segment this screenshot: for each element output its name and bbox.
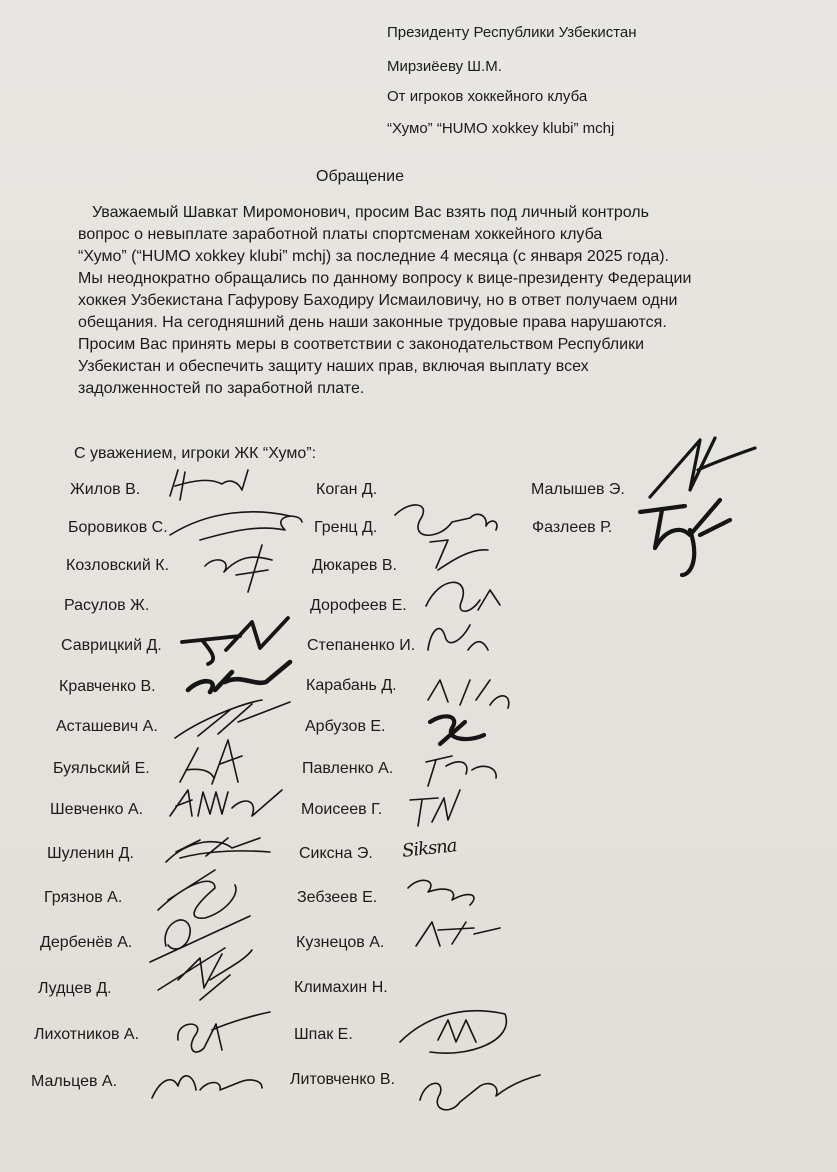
body-line: Мы неоднократно обращались по данному вопросу к вице-президенту Федерации bbox=[78, 270, 692, 287]
signature-mark bbox=[170, 512, 302, 540]
body-line: Уважаемый Шавкат Миромонович, просим Вас взять под личный контроль bbox=[92, 204, 649, 221]
sender-line-2: “Хумо” “HUMO xokkey klubi” mchj bbox=[387, 120, 615, 137]
sender-line-1: От игроков хоккейного клуба bbox=[387, 88, 588, 105]
signatory-name: Кравченко В. bbox=[59, 678, 156, 695]
body-line: задолженностей по заработной плате. bbox=[78, 380, 365, 397]
signature-mark bbox=[188, 662, 290, 692]
body-line: обещания. На сегодняшний день наши законные трудовые права нарушаются. bbox=[78, 314, 667, 331]
signature-mark bbox=[395, 505, 497, 535]
signatory-name: Дербенёв А. bbox=[40, 934, 133, 951]
signatory-name: Литовченко В. bbox=[290, 1071, 395, 1088]
body-line: хоккея Узбекистана Гафурову Баходиру Исмаиловичу, но в ответ получаем одни bbox=[78, 292, 678, 309]
signatory-name: Расулов Ж. bbox=[64, 597, 150, 614]
closing-line: С уважением, игроки ЖК “Хумо”: bbox=[74, 445, 317, 462]
signature-mark bbox=[428, 625, 488, 650]
signature-mark bbox=[400, 1011, 506, 1053]
signatory-name: Лудцев Д. bbox=[38, 980, 112, 997]
signature-mark bbox=[175, 700, 290, 738]
signatory-name: Лихотников А. bbox=[34, 1026, 140, 1043]
signature-mark bbox=[420, 1075, 540, 1110]
signatory-name: Шевченко А. bbox=[50, 801, 144, 818]
signatory-name: Сиксна Э. bbox=[299, 845, 373, 862]
signature-mark bbox=[170, 470, 248, 500]
signature-mark bbox=[166, 838, 270, 862]
signature-mark bbox=[416, 922, 500, 946]
appeal-body bbox=[78, 202, 778, 400]
signature-mark bbox=[182, 618, 288, 664]
body-line: вопрос о невыплате заработной платы спортсменам хоккейного клуба bbox=[78, 226, 603, 243]
signatory-name: Климахин Н. bbox=[294, 979, 388, 996]
signatory-name: Асташевич А. bbox=[56, 718, 158, 735]
signatory-name: Саврицкий Д. bbox=[61, 637, 162, 654]
signatory-name: Грязнов А. bbox=[44, 889, 123, 906]
addressee-line-1: Президенту Республики Узбекистан bbox=[387, 24, 637, 41]
signature-mark bbox=[205, 545, 272, 592]
document-title: Обращение bbox=[316, 168, 404, 185]
signatory-name: Фазлеев Р. bbox=[532, 519, 613, 536]
signature-mark bbox=[178, 1012, 270, 1052]
signature-mark bbox=[430, 716, 484, 744]
signature-mark bbox=[426, 582, 500, 611]
signatory-name: Карабань Д. bbox=[306, 677, 397, 694]
signature-mark bbox=[408, 880, 474, 905]
signatory-name: Малышев Э. bbox=[531, 481, 625, 498]
signature-mark bbox=[426, 756, 496, 786]
signatory-name: Арбузов Е. bbox=[305, 718, 386, 735]
signature-mark bbox=[650, 438, 755, 497]
signatory-name: Дорофеев Е. bbox=[310, 597, 407, 614]
signature-mark bbox=[410, 790, 460, 826]
signatory-name: Жилов В. bbox=[70, 481, 141, 498]
signatory-name: Зебзеев Е. bbox=[297, 889, 378, 906]
signature-mark bbox=[180, 740, 242, 784]
signature-mark bbox=[430, 540, 488, 570]
signatory-name: Боровиков С. bbox=[68, 519, 168, 536]
signatory-name: Степаненко И. bbox=[307, 637, 416, 654]
signatory-name: Кузнецов А. bbox=[296, 934, 385, 951]
signature-mark bbox=[158, 948, 252, 1000]
signature-mark bbox=[152, 1076, 262, 1098]
signature-mark bbox=[640, 500, 730, 575]
body-line: “Хумо” (“HUMO xokkey klubi” mchj) за последние 4 месяца (с января 2025 года). bbox=[78, 248, 669, 265]
body-line: Узбекистан и обеспечить защиту наших прав, включая выплату всех bbox=[78, 358, 589, 375]
signatory-name: Моисеев Г. bbox=[301, 801, 383, 818]
body-line: Просим Вас принять меры в соответствии с законодательством Республики bbox=[78, 336, 644, 353]
signatory-name: Козловский К. bbox=[66, 557, 170, 574]
signatory-name: Дюкарев В. bbox=[312, 557, 397, 574]
signatory-name: Буяльский Е. bbox=[53, 760, 150, 777]
signatory-name: Коган Д. bbox=[316, 481, 378, 498]
signatory-name: Гренц Д. bbox=[314, 519, 378, 536]
signatory-name: Павленко А. bbox=[302, 760, 394, 777]
signature-mark bbox=[428, 680, 509, 708]
signatory-name: Мальцев А. bbox=[31, 1073, 118, 1090]
signatory-name: Шуленин Д. bbox=[47, 845, 134, 862]
signature-handwritten-text: Siksna bbox=[401, 835, 458, 862]
signature-mark bbox=[170, 790, 282, 816]
signatory-name: Шпак Е. bbox=[294, 1026, 353, 1043]
addressee-line-2: Мирзиёеву Ш.М. bbox=[387, 58, 502, 75]
signature-mark bbox=[158, 870, 236, 918]
signature-mark bbox=[150, 916, 250, 962]
